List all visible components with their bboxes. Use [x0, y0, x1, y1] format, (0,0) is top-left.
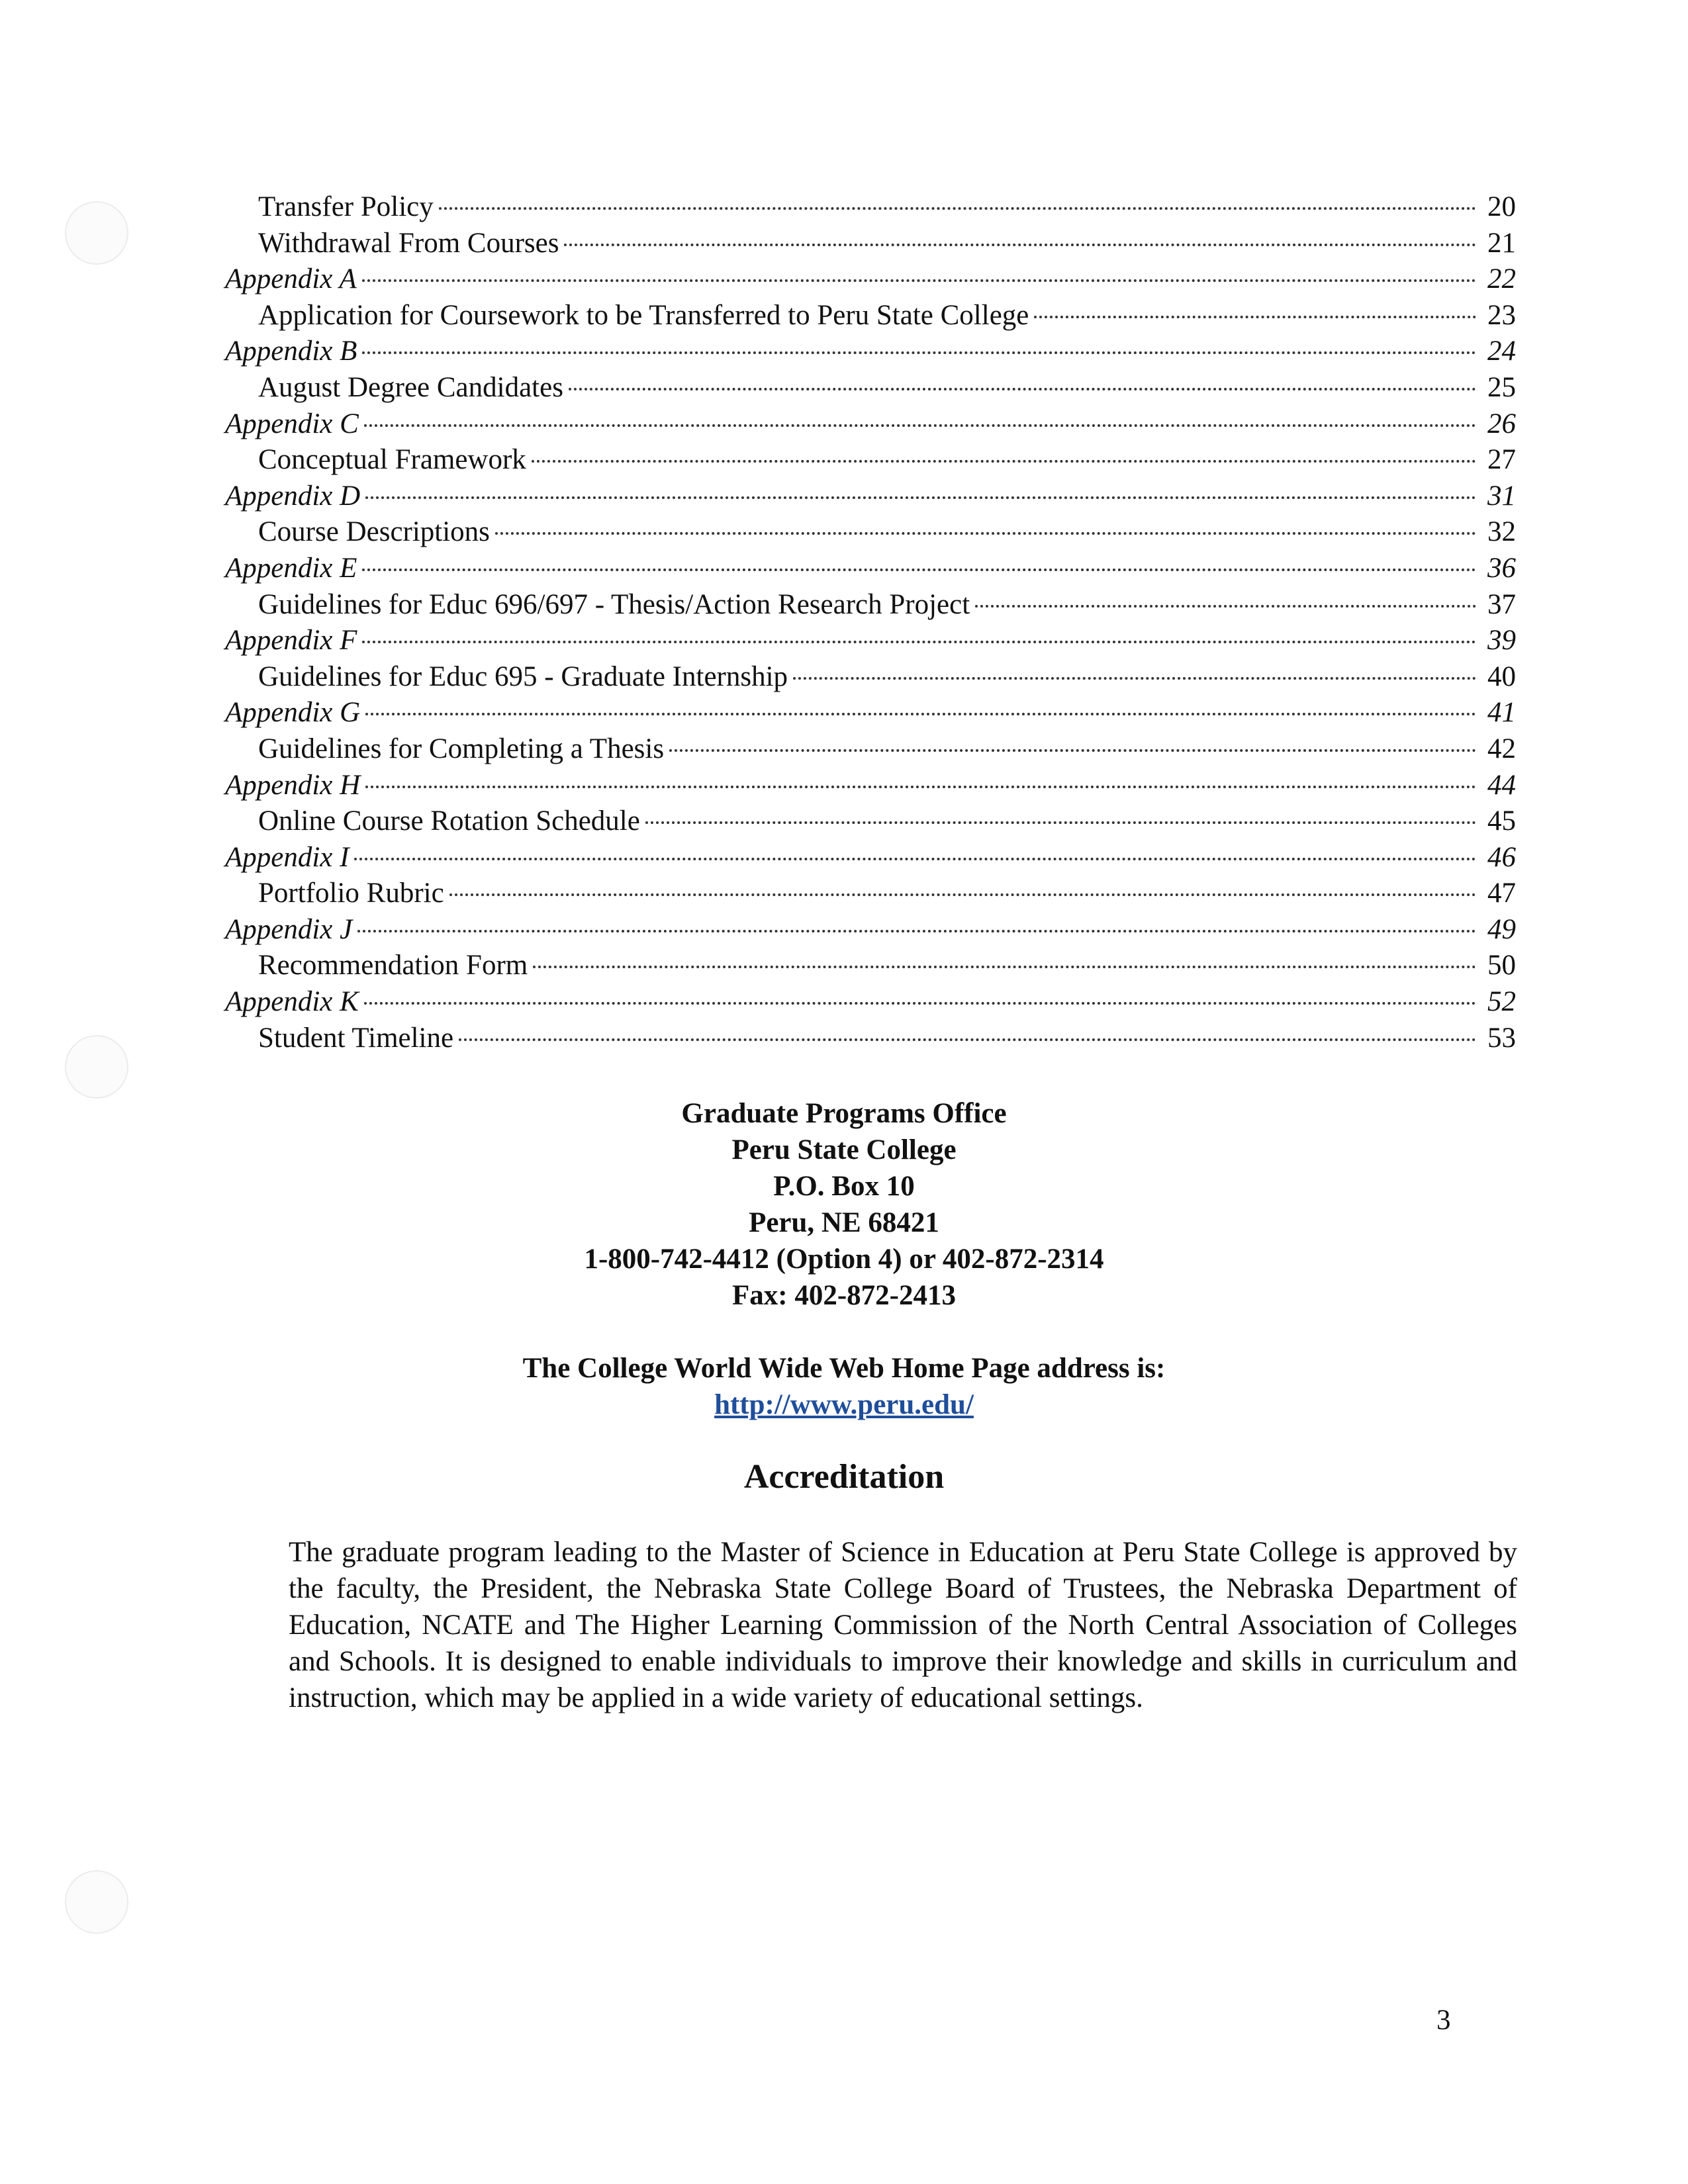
- college-name: Peru State College: [731, 1134, 957, 1165]
- toc-entry: [225, 912, 1516, 948]
- dot-leader: [362, 279, 1476, 282]
- city-state-zip: Peru, NE 68421: [749, 1207, 939, 1238]
- toc-entry-page: 22: [1487, 263, 1516, 295]
- dot-leader: [645, 821, 1476, 824]
- toc-entry-title: Appendix G: [225, 697, 361, 729]
- dot-leader: [365, 786, 1476, 788]
- toc-entry: [225, 442, 1516, 478]
- toc-entry-page: 42: [1487, 733, 1516, 764]
- toc-entry: [225, 298, 1516, 334]
- toc-entry-page: 47: [1487, 878, 1516, 909]
- toc-entry-page: 52: [1487, 986, 1516, 1018]
- dot-leader: [975, 605, 1476, 608]
- toc-entry-page: 25: [1487, 371, 1516, 403]
- toc-entry-page: 36: [1487, 552, 1516, 584]
- fax-number: Fax: 402-872-2413: [732, 1280, 956, 1311]
- toc-entry: [225, 406, 1516, 443]
- toc-entry-page: 39: [1487, 625, 1516, 657]
- toc-entry-page: 49: [1487, 913, 1516, 945]
- toc-entry-page: 37: [1487, 588, 1516, 620]
- toc-entry-page: 50: [1487, 950, 1516, 981]
- dot-leader: [354, 858, 1476, 860]
- dot-leader: [569, 388, 1476, 390]
- page-number: 3: [1436, 2005, 1451, 2036]
- dot-leader: [439, 207, 1476, 210]
- toc-entry-title: Transfer Policy: [258, 191, 434, 222]
- po-box: P.O. Box 10: [773, 1171, 915, 1202]
- toc-entry-title: Appendix I: [225, 841, 350, 873]
- toc-entry-page: 27: [1487, 444, 1516, 476]
- toc-entry-title: Guidelines for Educ 695 - Graduate Internship: [258, 660, 788, 692]
- toc-entry-page: 45: [1487, 805, 1516, 837]
- dot-leader: [459, 1038, 1476, 1041]
- toc-entry-page: 31: [1487, 480, 1516, 512]
- toc-entry-title: Portfolio Rubric: [258, 878, 444, 909]
- dot-leader: [364, 424, 1476, 427]
- toc-entry: [225, 623, 1516, 659]
- toc-entry: [225, 984, 1516, 1021]
- toc-entry-title: Appendix J: [225, 913, 353, 945]
- dot-leader: [357, 930, 1476, 933]
- toc-entry-title: Guidelines for Educ 696/697 - Thesis/Action Research Project: [258, 588, 970, 620]
- toc-entry-page: 44: [1487, 769, 1516, 801]
- toc-entry: [225, 261, 1516, 298]
- contact-block: [0, 1095, 1688, 1314]
- table-of-contents: [225, 189, 1516, 1056]
- web-address-block: [0, 1350, 1688, 1423]
- toc-entry: [225, 948, 1516, 984]
- toc-entry: [225, 876, 1516, 912]
- toc-entry-page: 20: [1487, 191, 1516, 222]
- toc-entry: [225, 334, 1516, 370]
- toc-entry-page: 53: [1487, 1022, 1516, 1054]
- binder-hole: [65, 1035, 128, 1099]
- toc-entry: [225, 731, 1516, 768]
- toc-entry-title: Appendix B: [225, 336, 357, 367]
- toc-entry-title: Appendix F: [225, 625, 357, 657]
- dot-leader: [793, 677, 1476, 680]
- accreditation-paragraph: The graduate program leading to the Master of Science in Education at Peru State College is approved by the faculty, the President, the Nebraska State College Board of Trustees, the Nebraska Department of Education, NCATE and The Higher Learning Commission of the North Central Association of Colleges and Schools. It is designed to enable individuals to improve their knowledge and skills in curriculum and instruction, which may be applied in a wide variety of educational settings.: [289, 1537, 1517, 1713]
- dot-leader: [365, 713, 1476, 715]
- toc-entry-page: 46: [1487, 841, 1516, 873]
- phone-numbers: 1-800-742-4412 (Option 4) or 402-872-2314: [584, 1244, 1104, 1275]
- toc-entry: [225, 587, 1516, 623]
- toc-entry-title: Appendix E: [225, 552, 357, 584]
- toc-entry-title: Appendix K: [225, 986, 359, 1018]
- toc-entry: [225, 478, 1516, 515]
- toc-entry-title: Student Timeline: [258, 1022, 454, 1054]
- toc-entry-title: Appendix C: [225, 408, 359, 439]
- toc-entry-page: 32: [1487, 516, 1516, 548]
- toc-entry: [225, 659, 1516, 696]
- dot-leader: [364, 1002, 1476, 1005]
- toc-entry-title: Guidelines for Completing a Thesis: [258, 733, 665, 764]
- toc-entry-title: Recommendation Form: [258, 950, 528, 981]
- toc-entry: [225, 370, 1516, 406]
- homepage-link[interactable]: http://www.peru.edu/: [714, 1389, 974, 1420]
- toc-entry-title: Appendix H: [225, 769, 361, 801]
- web-address-label: The College World Wide Web Home Page address is:: [522, 1353, 1166, 1384]
- dot-leader: [495, 532, 1476, 535]
- dot-leader: [362, 351, 1476, 354]
- toc-entry: [225, 189, 1516, 226]
- toc-entry-title: Course Descriptions: [258, 516, 490, 548]
- dot-leader: [449, 893, 1476, 896]
- toc-entry-page: 41: [1487, 697, 1516, 729]
- office-name: Graduate Programs Office: [681, 1098, 1007, 1129]
- toc-entry: [225, 1021, 1516, 1057]
- toc-entry-title: Appendix D: [225, 480, 361, 512]
- toc-entry: [225, 226, 1516, 262]
- toc-entry: [225, 695, 1516, 731]
- dot-leader: [564, 244, 1476, 246]
- binder-hole: [65, 1870, 128, 1934]
- toc-entry-title: Withdrawal From Courses: [258, 227, 559, 259]
- toc-entry: [225, 803, 1516, 840]
- toc-entry-page: 26: [1487, 408, 1516, 439]
- toc-entry-page: 23: [1487, 299, 1516, 331]
- dot-leader: [362, 641, 1476, 643]
- toc-entry-page: 24: [1487, 336, 1516, 367]
- toc-entry-title: Conceptual Framework: [258, 444, 526, 476]
- dot-leader: [669, 749, 1476, 752]
- accreditation-heading: Accreditation: [743, 1458, 945, 1496]
- toc-entry: [225, 840, 1516, 876]
- toc-entry-title: Online Course Rotation Schedule: [258, 805, 640, 837]
- dot-leader: [532, 460, 1476, 463]
- toc-entry-title: August Degree Candidates: [258, 371, 563, 403]
- toc-entry-title: Appendix A: [225, 263, 357, 295]
- dot-leader: [1034, 316, 1476, 318]
- dot-leader: [365, 496, 1476, 499]
- toc-entry: [225, 514, 1516, 551]
- dot-leader: [362, 569, 1476, 571]
- toc-entry: [225, 768, 1516, 804]
- toc-entry-page: 40: [1487, 660, 1516, 692]
- dot-leader: [533, 966, 1476, 968]
- toc-entry: [225, 551, 1516, 587]
- binder-hole: [65, 201, 128, 265]
- toc-entry-title: Application for Coursework to be Transferred to Peru State College: [258, 299, 1029, 331]
- toc-entry-page: 21: [1487, 227, 1516, 259]
